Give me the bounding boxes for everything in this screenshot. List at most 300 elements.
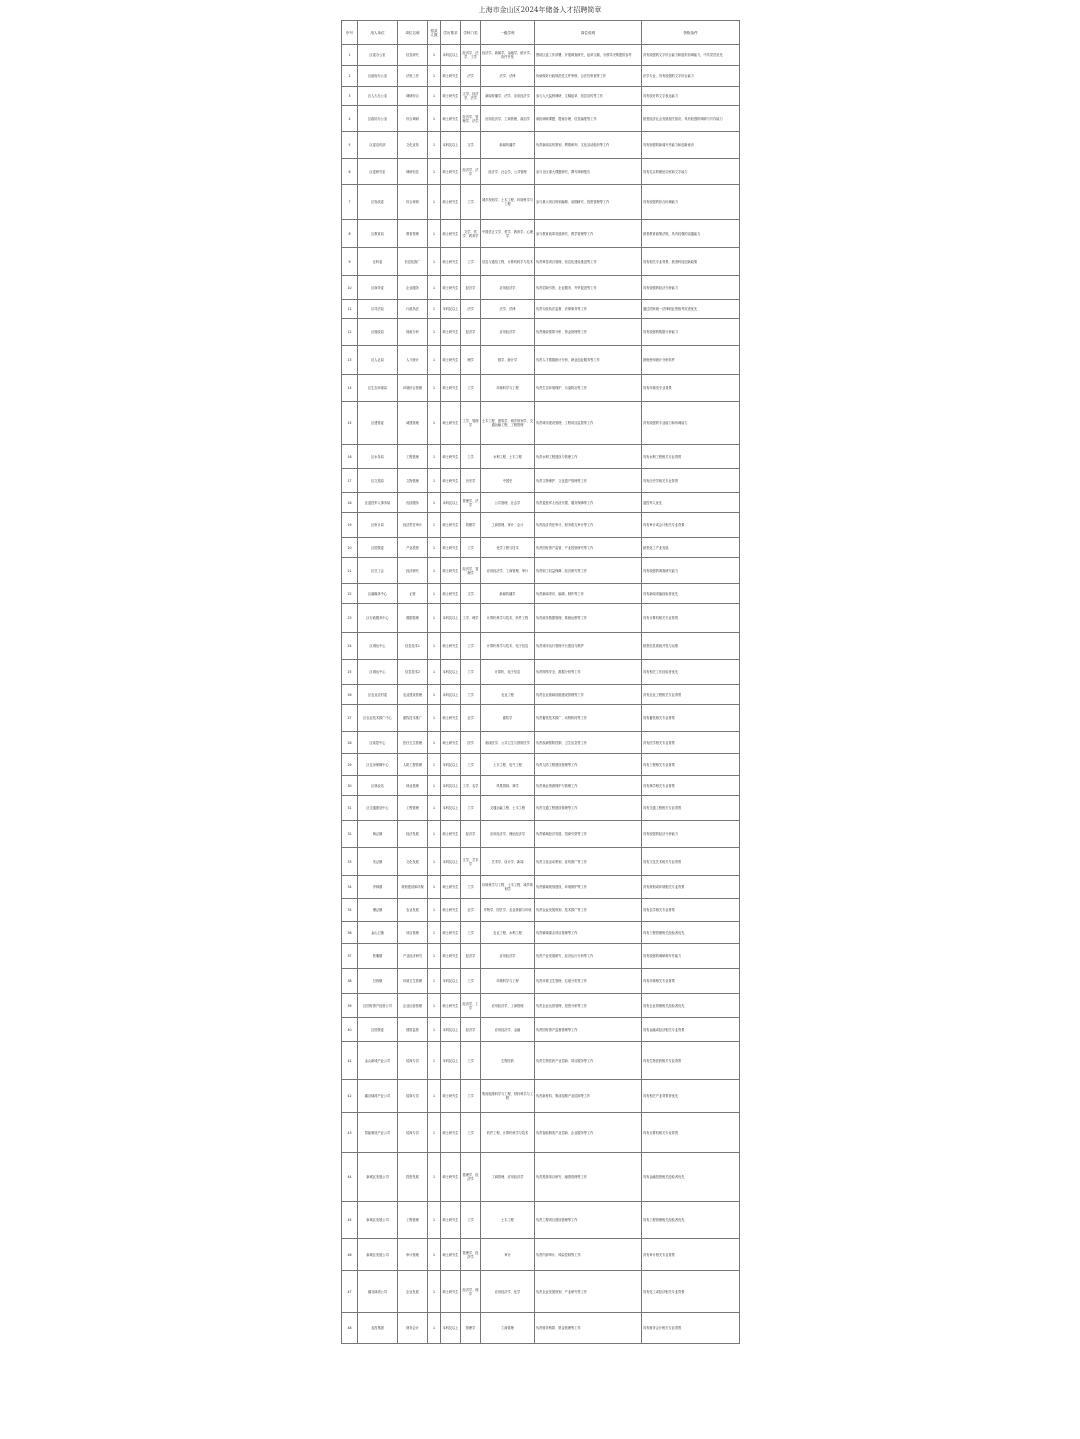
cell-desc: 负责新闻宣传策划、舆情研判、文化活动组织等工作 [535, 132, 642, 159]
cell-disc: 环境科学与工程、土木工程、城乡规划学 [481, 876, 535, 899]
cell-disc: 审计 [481, 1239, 535, 1271]
table-row [342, 922, 740, 944]
cell-unit: 张堰镇 [358, 944, 398, 969]
table-row [342, 1239, 740, 1271]
cell-count: 1 [428, 220, 441, 248]
document-title: 上海市金山区2024年储备人才招聘简章 [478, 6, 602, 14]
cell-edu: 硕士研究生 [441, 633, 461, 660]
cell-cat: 文学、艺术学 [461, 848, 481, 876]
cell-req: 具有较强的调研和写作能力 [642, 944, 740, 969]
cell-no: 12 [342, 319, 358, 346]
cell-unit: 区审计局 [358, 513, 398, 538]
cell-post: 环境卫生管理 [398, 969, 428, 994]
cell-unit: 区人大办公室 [358, 87, 398, 106]
table-body [342, 45, 740, 1344]
table-row [342, 754, 740, 776]
cell-unit: 金山卫镇 [358, 922, 398, 944]
cell-no: 30 [342, 776, 358, 796]
cell-req: 熟悉教育政策法规，具有较强的沟通能力 [642, 220, 740, 248]
table-row [342, 633, 740, 660]
cell-post: 经济责任审计 [398, 513, 428, 538]
cell-no: 43 [342, 1113, 358, 1153]
cell-unit: 区委宣传部 [358, 132, 398, 159]
cell-cat: 经济学、工学 [461, 994, 481, 1018]
cell-cat: 工学 [461, 1080, 481, 1113]
cell-unit: 金山新城产业公司 [358, 1042, 398, 1080]
cell-post: 人才统计 [398, 346, 428, 375]
cell-desc: 负责城市建设管理、工程项目监管等工作 [535, 402, 642, 445]
cell-desc: 负责国有资产监督管理等工作 [535, 1018, 642, 1042]
cell-no: 9 [342, 248, 358, 276]
cell-edu: 硕士研究生 [441, 994, 461, 1018]
header-discipline: 一级学科 [481, 21, 535, 45]
cell-unit: 新城区发展公司 [358, 1239, 398, 1271]
cell-edu: 硕士研究生 [441, 922, 461, 944]
cell-no: 21 [342, 558, 358, 584]
cell-count: 1 [428, 1153, 441, 1202]
cell-post: 城建管理 [398, 402, 428, 445]
cell-disc: 计算机、电子信息 [481, 660, 535, 685]
cell-count: 1 [428, 1080, 441, 1113]
cell-count: 1 [428, 402, 441, 445]
cell-cat: 法学 [461, 300, 481, 319]
cell-req: 具有较强的经济分析能力 [642, 821, 740, 848]
cell-edu: 硕士研究生 [441, 899, 461, 922]
cell-disc: 法学、法律 [481, 66, 535, 87]
cell-desc: 协助做好行政规范性文件审核、合法性审查等工作 [535, 66, 642, 87]
cell-desc: 负责职工权益保障、经济研究等工作 [535, 558, 642, 584]
cell-edu: 硕士研究生 [441, 445, 461, 469]
cell-post: 企业服务 [398, 276, 428, 300]
cell-desc: 负责镇域重点项目管理等工作 [535, 922, 642, 944]
cell-no: 45 [342, 1202, 358, 1239]
cell-req: 具有财务会计相关专业背景 [642, 1313, 740, 1344]
cell-no: 33 [342, 848, 358, 876]
table-row [342, 66, 740, 87]
cell-no: 15 [342, 402, 358, 445]
cell-unit: 区生态环境局 [358, 375, 398, 402]
cell-req: 具有工程管理相关经验者优先 [642, 922, 740, 944]
cell-unit: 区交通建设中心 [358, 796, 398, 821]
cell-count: 1 [428, 248, 441, 276]
cell-desc: 负责经济责任审计、财务收支审计等工作 [535, 513, 642, 538]
table-row [342, 705, 740, 732]
cell-cat: 经济学、管理学、法学 [461, 106, 481, 132]
cell-count: 1 [428, 633, 441, 660]
table-row [342, 493, 740, 513]
cell-count: 1 [428, 1042, 441, 1080]
cell-disc: 应用经济学、工商管理 [481, 994, 535, 1018]
cell-req: 具有化工或经济相关专业背景 [642, 1271, 740, 1313]
cell-unit: 区委研究室 [358, 159, 398, 185]
cell-edu: 硕士研究生 [441, 87, 461, 106]
cell-disc: 生物医药 [481, 1042, 535, 1080]
cell-count: 1 [428, 604, 441, 633]
table-row [342, 994, 740, 1018]
cell-post: 行政执法 [398, 300, 428, 319]
cell-post: 招商专员 [398, 1080, 428, 1113]
cell-req: 具有林学相关专业背景 [642, 776, 740, 796]
table-row [342, 558, 740, 584]
cell-count: 1 [428, 300, 441, 319]
cell-post: 农业发展 [398, 899, 428, 922]
cell-edu: 硕士研究生 [441, 185, 461, 220]
cell-unit: 区国有资产经营公司 [358, 994, 398, 1018]
cell-cat: 文学、经济学、法学 [461, 87, 481, 106]
cell-unit: 区科委 [358, 248, 398, 276]
cell-count: 1 [428, 319, 441, 346]
cell-count: 1 [428, 776, 441, 796]
cell-count: 1 [428, 538, 441, 558]
cell-cat: 管理学 [461, 1313, 481, 1344]
cell-no: 19 [342, 513, 358, 538]
cell-no: 20 [342, 538, 358, 558]
cell-edu: 硕士研究生 [441, 248, 461, 276]
cell-unit: 区城运中心 [358, 633, 398, 660]
cell-count: 1 [428, 1202, 441, 1239]
cell-no: 39 [342, 994, 358, 1018]
cell-cat: 工学 [461, 538, 481, 558]
cell-desc: 负责新材料、集成电路产业招商等工作 [535, 1080, 642, 1113]
table-row [342, 220, 740, 248]
cell-no: 23 [342, 604, 358, 633]
cell-req: 具有文化艺术相关专业背景 [642, 848, 740, 876]
cell-unit: 区教育局 [358, 220, 398, 248]
cell-disc: 中国史 [481, 469, 535, 493]
cell-edu: 本科及以上 [441, 969, 461, 994]
cell-post: 经济发展 [398, 821, 428, 848]
cell-disc: 城乡规划学、土木工程、环境科学与工程 [481, 185, 535, 220]
cell-no: 7 [342, 185, 358, 220]
cell-disc: 应用经济学、化学 [481, 1271, 535, 1313]
cell-desc: 负责退役军人优抚安置、服务保障等工作 [535, 493, 642, 513]
cell-no: 34 [342, 876, 358, 899]
table-row [342, 796, 740, 821]
table-row [342, 276, 740, 300]
cell-desc: 参与全区重大课题研究，撰写调研报告 [535, 159, 642, 185]
table-row [342, 1042, 740, 1080]
cell-count: 1 [428, 876, 441, 899]
cell-unit: 区建管委 [358, 402, 398, 445]
cell-no: 48 [342, 1313, 358, 1344]
cell-cat: 工学、农学 [461, 776, 481, 796]
cell-req: 具有生物医药相关专业背景 [642, 1042, 740, 1080]
cell-count: 1 [428, 944, 441, 969]
cell-req: 具有较强的数据分析能力 [642, 319, 740, 346]
cell-unit: 区发改委 [358, 185, 398, 220]
cell-count: 1 [428, 660, 441, 685]
cell-post: 产业经济研究 [398, 944, 428, 969]
table-row [342, 660, 740, 685]
cell-disc: 信息与通信工程、计算机科学与技术 [481, 248, 535, 276]
cell-disc: 新闻传播学 [481, 584, 535, 604]
cell-edu: 硕士研究生 [441, 876, 461, 899]
cell-req: 具有规划或环境相关专业背景 [642, 876, 740, 899]
cell-count: 1 [428, 994, 441, 1018]
cell-unit: 区水务局 [358, 445, 398, 469]
cell-cat: 管理学、经济学 [461, 1153, 481, 1202]
cell-post: 人防工程管理 [398, 754, 428, 776]
cell-edu: 硕士研究生 [441, 944, 461, 969]
cell-req: 具有金融投资相关经验者优先 [642, 1153, 740, 1202]
table-row [342, 776, 740, 796]
cell-post: 数据管理 [398, 604, 428, 633]
cell-no: 38 [342, 969, 358, 994]
cell-unit: 区住房保障中心 [358, 754, 398, 776]
cell-post: 调研综合 [398, 87, 428, 106]
cell-cat: 工学 [461, 185, 481, 220]
cell-req: 具有较强的文字综合能力和组织协调能力，中共党员优先 [642, 45, 740, 66]
table-header-row [342, 21, 740, 45]
table-row [342, 106, 740, 132]
cell-desc: 负责智能制造产业招商、企业服务等工作 [535, 1113, 642, 1153]
cell-req: 熟悉化工产业发展 [642, 538, 740, 558]
cell-unit: 碳谷绿湾产业公司 [358, 1080, 398, 1113]
cell-desc: 负责文化活动策划、宣传推广等工作 [535, 848, 642, 876]
cell-unit: 碳谷绿湾公司 [358, 1271, 398, 1313]
cell-cat: 工学 [461, 445, 481, 469]
cell-unit: 区融媒体中心 [358, 584, 398, 604]
cell-desc: 负责科技项目管理、信息化建设推进等工作 [535, 248, 642, 276]
table-row [342, 248, 740, 276]
cell-unit: 区文旅局 [358, 469, 398, 493]
cell-disc: 环境科学与工程 [481, 375, 535, 402]
cell-req: 具有计算机相关专业背景 [642, 604, 740, 633]
cell-count: 1 [428, 821, 441, 848]
cell-edu: 本科及以上 [441, 796, 461, 821]
cell-edu: 本科及以上 [441, 776, 461, 796]
header-unit: 用人单位 [358, 21, 398, 45]
cell-post: 信息化推广 [398, 248, 428, 276]
table-row [342, 346, 740, 375]
cell-no: 47 [342, 1271, 358, 1313]
cell-edu: 硕士研究生 [441, 584, 461, 604]
cell-req: 具有工程管理相关经验者优先 [642, 1202, 740, 1239]
cell-desc: 参与教育改革发展研究、教学管理等工作 [535, 220, 642, 248]
cell-disc: 工商管理 [481, 1313, 535, 1344]
cell-post: 信息研究 [398, 45, 428, 66]
cell-disc: 软件工程、计算机科学与技术 [481, 1113, 535, 1153]
cell-req: 具有农学相关专业背景 [642, 899, 740, 922]
cell-desc: 负责政务数据管理、系统运维等工作 [535, 604, 642, 633]
cell-no: 32 [342, 821, 358, 848]
cell-post: 经济研究 [398, 558, 428, 584]
cell-cat: 文学、哲学、教育学 [461, 220, 481, 248]
cell-desc: 负责生态环境保护、污染防治等工作 [535, 375, 642, 402]
cell-desc: 负责农业发展规划、技术推广等工作 [535, 899, 642, 922]
cell-disc: 法学、法律 [481, 300, 535, 319]
table-row [342, 732, 740, 754]
cell-disc: 土木工程 [481, 1202, 535, 1239]
cell-req: 具有水利工程相关专业背景 [642, 445, 740, 469]
cell-desc: 参与重大项目规划编制、前期研究、投资管理等工作 [535, 185, 642, 220]
table-row [342, 1080, 740, 1113]
cell-desc: 负责环境卫生管理、垃圾分类等工作 [535, 969, 642, 994]
cell-count: 1 [428, 754, 441, 776]
cell-cat: 工学、管理学 [461, 402, 481, 445]
cell-disc: 交通运输工程、土木工程 [481, 796, 535, 821]
cell-disc: 畜牧学 [481, 705, 535, 732]
table-row [342, 944, 740, 969]
cell-unit: 区退役军人事务局 [358, 493, 398, 513]
table-row [342, 375, 740, 402]
cell-post: 信息技术2 [398, 660, 428, 685]
header-category: 学科门类 [461, 21, 481, 45]
cell-disc: 应用经济学、金融 [481, 1018, 535, 1042]
cell-cat: 理学 [461, 346, 481, 375]
cell-unit: 区疾控中心 [358, 732, 398, 754]
cell-cat: 经济学、法学、工学 [461, 45, 481, 66]
cell-unit: 新城区发展公司 [358, 1153, 398, 1202]
cell-cat: 工学 [461, 969, 481, 994]
cell-edu: 硕士研究生 [441, 106, 461, 132]
cell-count: 1 [428, 1239, 441, 1271]
cell-edu: 本科及以上 [441, 132, 461, 159]
cell-req: 具有较强的新闻写作能力和创新意识 [642, 132, 740, 159]
cell-cat: 法学 [461, 66, 481, 87]
cell-edu: 硕士研究生 [441, 346, 461, 375]
cell-no: 13 [342, 346, 358, 375]
cell-disc: 水利工程、土木工程 [481, 445, 535, 469]
cell-desc: 负责生物医药产业招商、项目服务等工作 [535, 1042, 642, 1080]
cell-disc: 中国语言文学、哲学、教育学、心理学 [481, 220, 535, 248]
cell-count: 1 [428, 493, 441, 513]
cell-req: 具有相关专业背景，熟悉科技创新政策 [642, 248, 740, 276]
cell-unit: 区财政局 [358, 319, 398, 346]
cell-post: 法规工作 [398, 66, 428, 87]
cell-unit: 新城区发展公司 [358, 1202, 398, 1239]
cell-edu: 本科及以上 [441, 1018, 461, 1042]
cell-post: 招商专员 [398, 1113, 428, 1153]
table-row [342, 1271, 740, 1313]
cell-req: 具有历史学相关专业背景 [642, 469, 740, 493]
table-row [342, 899, 740, 922]
cell-desc: 负责交通工程建设管理等工作 [535, 796, 642, 821]
table-row [342, 604, 740, 633]
recruitment-table [341, 20, 740, 1344]
cell-count: 1 [428, 513, 441, 538]
cell-cat: 经济学 [461, 944, 481, 969]
cell-req: 具有畜牧相关专业背景 [642, 705, 740, 732]
cell-count: 1 [428, 106, 441, 132]
cell-unit: 区总工会 [358, 558, 398, 584]
cell-req: 熟悉经济社会发展相关知识，具有较强的调研与写作能力 [642, 106, 740, 132]
cell-disc: 风景园林、林学 [481, 776, 535, 796]
table-row [342, 445, 740, 469]
cell-no: 24 [342, 633, 358, 660]
cell-disc: 应用经济学 [481, 944, 535, 969]
table-row [342, 300, 740, 319]
cell-disc: 环境科学与工程 [481, 969, 535, 994]
cell-cat: 工学 [461, 1202, 481, 1239]
cell-post: 教育管理 [398, 220, 428, 248]
cell-edu: 硕士研究生 [441, 1113, 461, 1153]
cell-cat: 工学 [461, 922, 481, 944]
cell-req: 具有审计或会计相关专业背景 [642, 513, 740, 538]
cell-edu: 本科及以上 [441, 685, 461, 705]
table-row [342, 87, 740, 106]
cell-no: 10 [342, 276, 358, 300]
cell-count: 1 [428, 969, 441, 994]
table-row [342, 969, 740, 994]
cell-no: 22 [342, 584, 358, 604]
cell-cat: 工学 [461, 876, 481, 899]
cell-edu: 硕士研究生 [441, 732, 461, 754]
cell-req: 具有较强的调查研究能力 [642, 558, 740, 584]
cell-cat: 工学 [461, 248, 481, 276]
cell-edu: 本科及以上 [441, 493, 461, 513]
cell-no: 37 [342, 944, 358, 969]
table-row [342, 132, 740, 159]
cell-req: 具有计算机相关专业背景 [642, 1113, 740, 1153]
header-no: 序号 [342, 21, 358, 45]
cell-post: 企业发展 [398, 1271, 428, 1313]
cell-cat: 经济学 [461, 821, 481, 848]
cell-post: 综合调研 [398, 106, 428, 132]
cell-desc: 负责投资项目研究、融资管理等工作 [535, 1153, 642, 1202]
cell-cat: 历史学 [461, 469, 481, 493]
cell-edu: 硕士研究生 [441, 402, 461, 445]
cell-disc: 应用经济学、工商管理、审计 [481, 558, 535, 584]
cell-count: 1 [428, 685, 441, 705]
cell-no: 40 [342, 1018, 358, 1042]
cell-no: 16 [342, 445, 358, 469]
table-row [342, 848, 740, 876]
table-row [342, 185, 740, 220]
cell-no: 31 [342, 796, 358, 821]
cell-disc: 应用经济学 [481, 276, 535, 300]
cell-edu: 硕士研究生 [441, 1271, 461, 1313]
cell-edu: 硕士研究生 [441, 469, 461, 493]
cell-desc: 负责国有资产监管、产业投资研究等工作 [535, 538, 642, 558]
cell-post: 规划建设和环保 [398, 876, 428, 899]
table-row [342, 685, 740, 705]
cell-edu: 硕士研究生 [441, 1239, 461, 1271]
cell-cat: 文学 [461, 584, 481, 604]
cell-req: 具有审计相关专业背景 [642, 1239, 740, 1271]
cell-cat: 工学 [461, 754, 481, 776]
cell-cat: 工学 [461, 796, 481, 821]
cell-count: 1 [428, 1271, 441, 1313]
cell-no: 27 [342, 705, 358, 732]
cell-desc: 负责水利工程建设与管理工作 [535, 445, 642, 469]
table-row [342, 513, 740, 538]
cell-no: 8 [342, 220, 358, 248]
cell-edu: 本科及以上 [441, 848, 461, 876]
cell-no: 17 [342, 469, 358, 493]
cell-post: 文物管理 [398, 469, 428, 493]
cell-desc: 负责文物保护、文化遗产管理等工作 [535, 469, 642, 493]
cell-disc: 作物学、园艺学、农业资源与环境 [481, 899, 535, 922]
cell-desc: 负责城市运行管理平台建设与维护 [535, 633, 642, 660]
cell-edu: 硕士研究生 [441, 276, 461, 300]
cell-edu: 硕士研究生 [441, 220, 461, 248]
cell-count: 1 [428, 899, 441, 922]
cell-cat: 管理学、经济学 [461, 1239, 481, 1271]
cell-post: 文化发展 [398, 848, 428, 876]
cell-disc: 应用经济学、理论经济学 [481, 821, 535, 848]
cell-req: 具有相关工作经验者优先 [642, 660, 740, 685]
cell-post: 工程管理 [398, 796, 428, 821]
header-count: 招录人数 [428, 21, 441, 45]
cell-req: 具有较好的文字表达能力 [642, 87, 740, 106]
cell-desc: 承担调研课题、提案办理、信息编报等工作 [535, 106, 642, 132]
cell-edu: 硕士研究生 [441, 513, 461, 538]
cell-no: 42 [342, 1080, 358, 1113]
cell-cat: 经济学 [461, 276, 481, 300]
cell-post: 优抚服务 [398, 493, 428, 513]
cell-no: 18 [342, 493, 358, 513]
